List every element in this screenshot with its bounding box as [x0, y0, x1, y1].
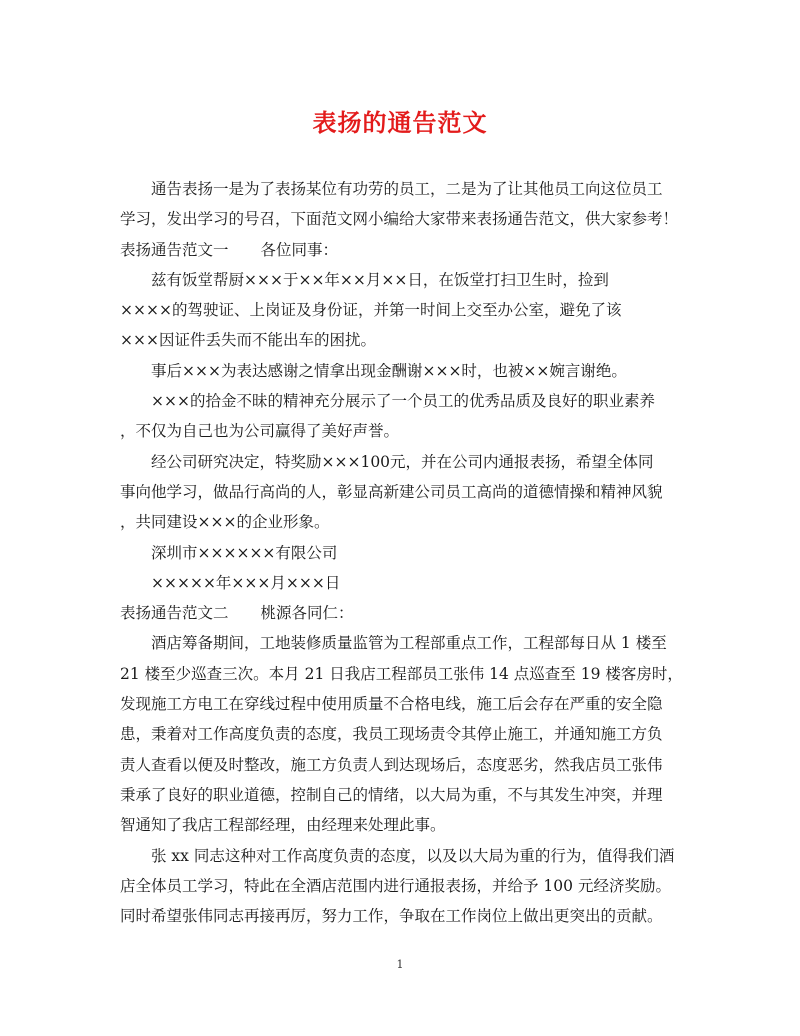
text-line: ××××的驾驶证、上岗证及身份证，并第一时间上交至办公室，避免了该 [120, 301, 622, 320]
text-line: 事后×××为表达感谢之情拿出现金酬谢×××时，也被××婉言谢绝。 [151, 361, 627, 380]
text-line: 兹有饭堂帮厨×××于××年××月××日，在饭堂打扫卫生时，捡到 [151, 270, 609, 289]
text-line: 21 楼至少巡查三次。本月 21 日我店工程部员工张伟 14 点巡查至 19 楼客房时， [120, 664, 683, 683]
document-body [120, 174, 686, 931]
date-line: ×××××年×××月×××日 [151, 573, 341, 592]
text-line: 发现施工方电工在穿线过程中使用质量不合格电线，施工后会存在严重的安全隐 [120, 695, 663, 714]
document-title: 表扬的通告范文 [312, 108, 488, 137]
section-heading-line [120, 235, 686, 265]
page-number: 1 [396, 958, 404, 971]
text-line: ×××因证件丢失而不能出车的困扰。 [120, 331, 376, 350]
company-name: 深圳市××××××有限公司 [151, 543, 338, 562]
text-line: 秉承了良好的职业道德，控制自己的情绪，以大局为重，不与其发生冲突，并理 [120, 785, 663, 804]
text-line: ，共同建设×××的企业形象。 [120, 513, 330, 532]
text-line: ×××的拾金不昧的精神充分展示了一个员工的优秀品质及良好的职业素养 [151, 392, 655, 411]
salutation: 桃源各同仁： [260, 604, 354, 623]
text-line: 张 xx 同志这种对工作高度负责的态度，以及以大局为重的行为，值得我们酒 [151, 846, 675, 865]
section-heading: 表扬通告范文二 [120, 604, 229, 623]
section-heading-line [120, 598, 686, 628]
text-line: 店全体员工学习，特此在全酒店范围内进行通报表扬，并给予 100 元经济奖励。 [120, 876, 671, 895]
text-line: 患，秉着对工作高度负责的态度，我员工现场责令其停止施工，并通知施工方负 [120, 725, 663, 744]
salutation: 各位同事： [260, 240, 339, 259]
text-line: 同时希望张伟同志再接再厉，努力工作，争取在工作岗位上做出更突出的贡献。 [120, 907, 663, 926]
text-line: ，不仅为自己也为公司赢得了美好声誉。 [120, 422, 400, 441]
text-line: 责人查看以便及时整改，施工方负责人到达现场后，态度恶劣，然我店员工张伟 [120, 755, 663, 774]
text-line: 学习，发出学习的号召，下面范文网小编给大家带来表扬通告范文，供大家参考！ [120, 210, 679, 229]
text-line: 通告表扬一是为了表扬某位有功劳的员工，二是为了让其他员工向这位员工 [151, 180, 663, 198]
text-line: 经公司研究决定，特奖励×××100元，并在公司内通报表扬，希望全体同 [151, 452, 654, 471]
text-line: 智通知了我店工程部经理，由经理来处理此事。 [120, 816, 446, 835]
text-line: 事向他学习，做品行高尚的人，彰显高新建公司员工高尚的道德情操和精神风貌 [120, 482, 663, 501]
section-heading: 表扬通告范文一 [120, 240, 229, 259]
text-line: 酒店筹备期间，工地装修质量监管为工程部重点工作，工程部每日从 1 楼至 [151, 634, 667, 653]
